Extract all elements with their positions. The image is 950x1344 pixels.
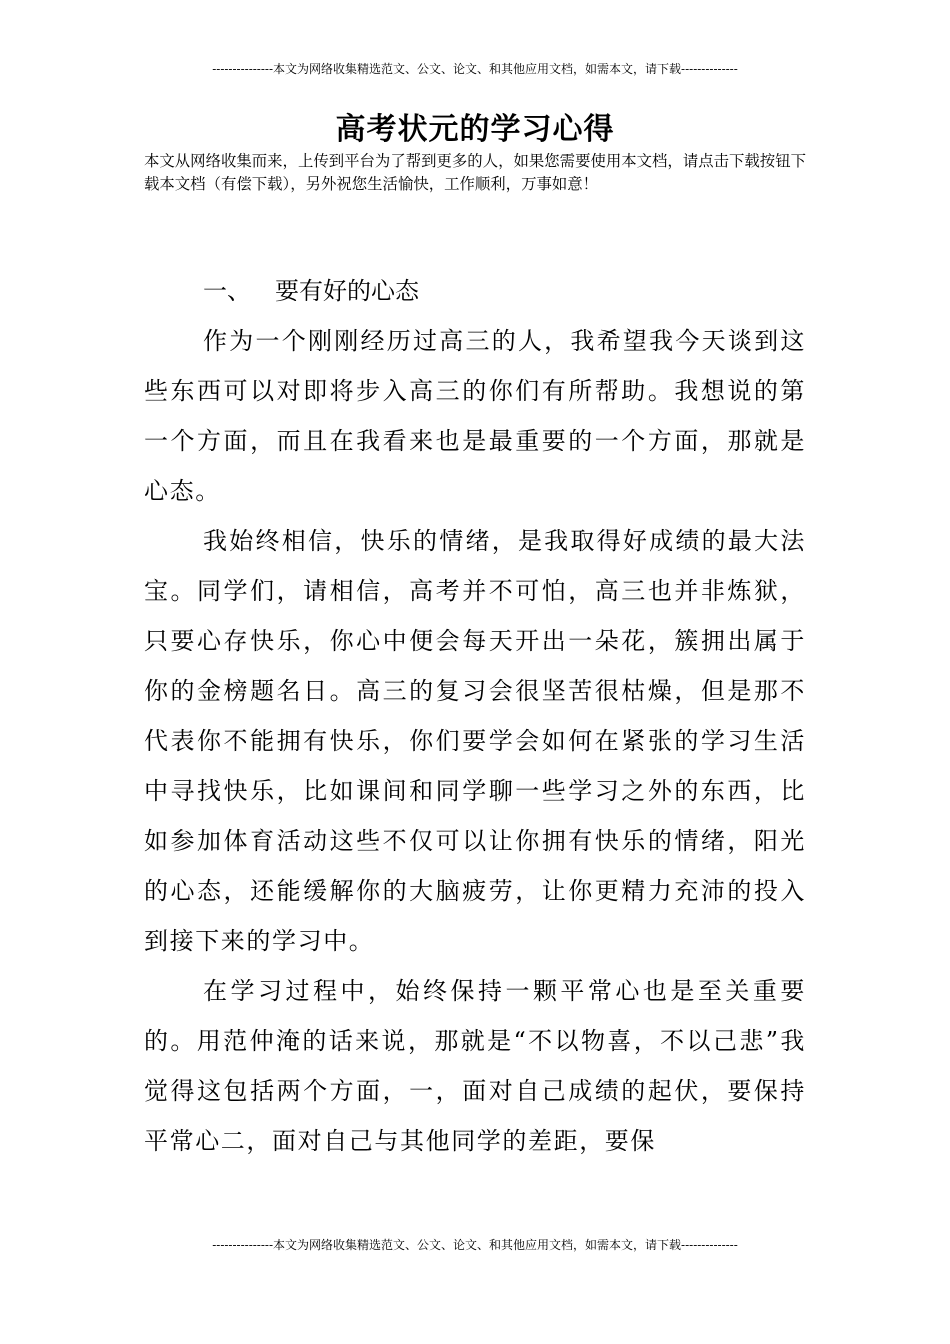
header-banner: ---------------本文为网络收集精选范文、公文、论文、和其他应用文档，如需本文，请下载--------------: [212, 62, 738, 76]
section-number: 一、: [203, 277, 251, 305]
paragraph-2: 我始终相信，快乐的情绪，是我取得好成绩的最大法宝。同学们，请相信，高考并不可怕，高三也并非炼狱，只要心存快乐，你心中便会每天开出一朵花，簇拥出属于你的金榜题名日。高三的复习会很坚苦很枯燥，但是那不代表你不能拥有快乐，你们要学会如何在紧张的学习生活中寻找快乐，比如课间和同学聊一些学习之外的东西，比如参加体育活动这些不仅可以让你拥有快乐的情绪，阳光的心态，还能缓解你的大脑疲劳，让你更精力充沛的投入到接下来的学习中。: [144, 527, 806, 955]
download-notice: 本文从网络收集而来，上传到平台为了帮到更多的人，如果您需要使用本文档，请点击下载按钮下载本文档（有偿下载），另外祝您生活愉快，工作顺利，万事如意！: [144, 152, 806, 193]
section-heading: [144, 266, 806, 316]
paragraph-3: 在学习过程中，始终保持一颗平常心也是至关重要的。用范仲淹的话来说，那就是“不以物喜，不以己悲”我觉得这包括两个方面，一，面对自己成绩的起伏，要保持平常心二，面对自己与其他同学的差距，要保: [144, 977, 806, 1155]
document-body: [144, 266, 806, 1166]
section-title: 要有好的心态: [275, 277, 419, 305]
page-title: 高考状元的学习心得: [335, 112, 615, 148]
footer-banner: ---------------本文为网络收集精选范文、公文、论文、和其他应用文档，如需本文，请下载--------------: [212, 1238, 738, 1252]
paragraph-1: 作为一个刚刚经历过高三的人，我希望我今天谈到这些东西可以对即将步入高三的你们有所帮助。我想说的第一个方面，而且在我看来也是最重要的一个方面，那就是心态。: [144, 327, 806, 505]
